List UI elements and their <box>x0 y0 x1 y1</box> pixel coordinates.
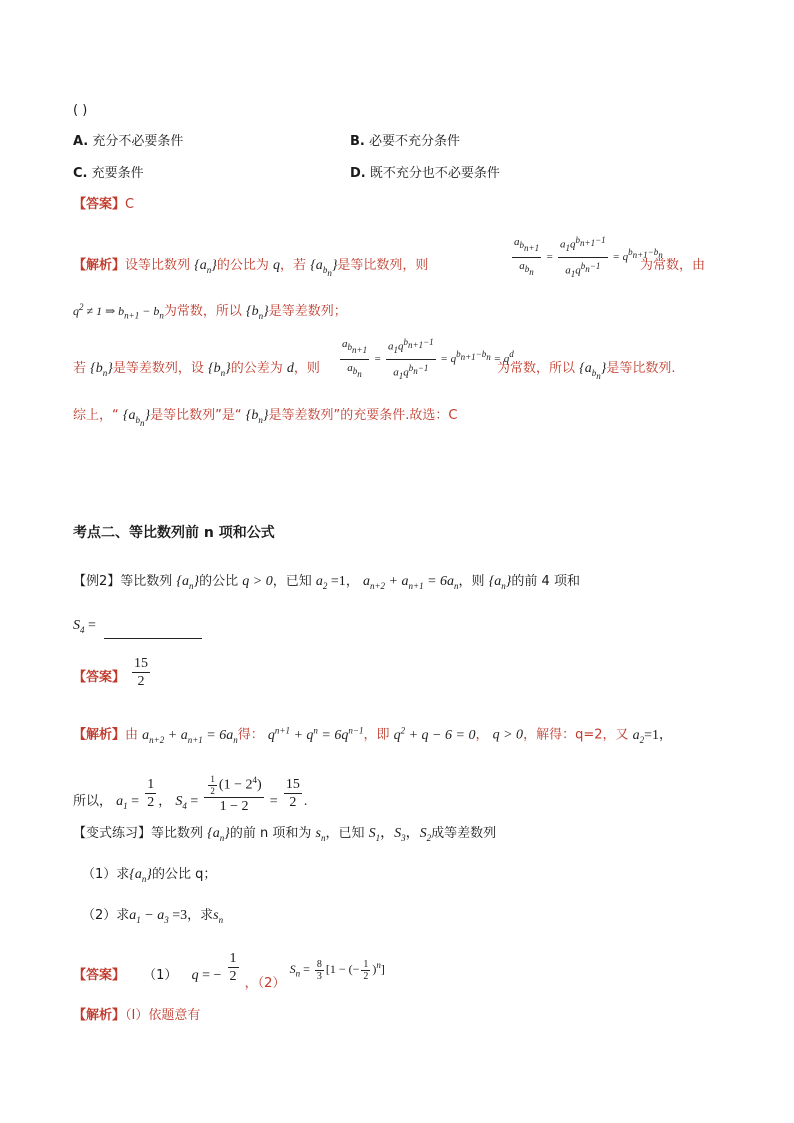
option-letter: D. <box>350 166 366 181</box>
math-recurrence: $a_{n+2} + a_{n+1} = 6a_n$ <box>362 574 459 591</box>
variant-text: 成等差数列 <box>431 826 497 841</box>
solution-text: ，即 <box>363 727 390 743</box>
math-q: q = − <box>191 968 222 983</box>
period: . <box>303 793 308 809</box>
math-seq-b: $\{b_n\}$ <box>245 304 269 321</box>
question-text: （2）求 <box>82 908 130 923</box>
example-2 <box>73 573 580 595</box>
solution-text: 是等比数列，则 <box>337 258 429 273</box>
example-text: 的前 4 项和 <box>511 574 580 589</box>
variant-text: ，已知 <box>325 826 365 841</box>
math-d: d <box>286 361 294 376</box>
solution-text: 是等差数列”的充要条件.故选：C <box>268 408 458 423</box>
math-seq-a: $\{a_n\}$ <box>194 258 217 275</box>
math-sn-formula: $S_n$ = $\frac{8}{3}$ [1 − (− $\frac{1}{2}$ )$^n$] <box>289 958 385 982</box>
answer-value: C <box>125 197 135 212</box>
solution-text: 的公差为 <box>230 361 283 376</box>
answer-part: （1） <box>143 968 178 983</box>
solution-text: ，则 <box>293 361 320 376</box>
answer-1 <box>73 196 134 214</box>
math-s4: $S_4$ = <box>73 618 96 635</box>
math-recurrence: $a_{n+2} + a_{n+1} = 6a_n$ <box>142 727 238 745</box>
solution-text: ，解得：q=2，又 <box>523 727 629 743</box>
solution-3 <box>73 1007 200 1025</box>
math-half: $\frac{1}{2}$ <box>229 951 237 984</box>
math-seq-abn: $\{a_{b_n}\}$ <box>122 408 151 428</box>
option-d <box>350 165 500 183</box>
solution-text: 若 <box>73 361 87 376</box>
math-half: $\frac{1}{2}$ <box>147 776 155 810</box>
math-quadratic: $q^2 + q - 6 = 0$ <box>393 725 476 743</box>
math-equals: = <box>269 793 278 809</box>
option-letter: B. <box>350 134 365 149</box>
math-q-equation: $q^{n+1} + q^n = 6q^{n-1}$ <box>267 725 364 743</box>
solution-text: 为常数，所以 <box>497 361 576 376</box>
example-text: ， <box>345 574 359 589</box>
solution-text: 由 <box>125 727 139 743</box>
option-text: 必要不充分条件 <box>369 134 461 149</box>
solution-text: 是等差数列，设 <box>112 361 204 376</box>
s4-blank-line <box>73 617 202 639</box>
option-text: 充分不必要条件 <box>92 134 184 149</box>
solution-2-line-2 <box>73 766 308 814</box>
option-b <box>350 133 460 151</box>
solution-text: 设等比数列 <box>125 258 191 273</box>
option-text: 既不充分也不必要条件 <box>369 166 500 181</box>
fraction-denominator: 2 <box>137 674 145 689</box>
math-seq-a: $\{a_n\}$ <box>207 826 230 843</box>
math-seq-a: $\{a_n\}$ <box>488 574 512 591</box>
solution-text: 为常数，所以 <box>163 304 242 319</box>
variant-question-2 <box>82 907 223 929</box>
math-seq-abn: $\{a_{b_n}\}$ <box>579 361 607 381</box>
solution-label: 【解析】 <box>73 1008 126 1023</box>
math-a1-minus-a3: $a_1 - a_3 =3$ <box>129 908 188 925</box>
answer-2-label <box>73 669 125 687</box>
question-text: （1）求 <box>82 867 130 882</box>
option-letter: C. <box>73 166 88 181</box>
solution-text: 所以， <box>73 793 113 809</box>
answer-label: 【答案】 <box>73 670 126 685</box>
solution-2-line-1 <box>73 721 672 748</box>
option-letter: A. <box>73 134 89 149</box>
option-c <box>73 165 144 183</box>
example-text: ，则 <box>458 574 485 589</box>
answer-2-fraction <box>130 655 152 690</box>
formula-ratio-1: $\frac{a_{b_{n+1}}}{a_{b_n}}$ = $\frac{a_1q^{b_{n+1}-1}}{a_1q^{b_n-1}}$ = $q^{b_{n+1}-b_n}$ <box>510 232 663 283</box>
solution-text: ， <box>475 727 489 743</box>
math-implication: $q^2 \ne 1$ ⇒ $b_{n+1} - b_n$ <box>73 302 164 321</box>
math-seq-abn: $\{a_{b_n}\}$ <box>310 258 338 278</box>
math-a2: $a_2=1$ <box>632 727 660 745</box>
solution-1-line-4 <box>73 407 457 432</box>
option-text: 充要条件 <box>91 166 144 181</box>
solution-1-line-1 <box>73 257 428 282</box>
fraction-numerator: 15 <box>134 656 148 671</box>
question-text: ，求 <box>187 908 214 923</box>
question-text: 的公比 q； <box>152 867 217 882</box>
answer-blank <box>104 625 202 639</box>
solution-1-tail-2 <box>497 360 676 385</box>
answer-part: ，（2） <box>244 976 286 991</box>
math-q-positive: q > 0 <box>242 574 273 589</box>
solution-1-line-2 <box>73 298 347 325</box>
math-a1: $a_1$ = <box>116 793 140 811</box>
solution-text: 是等差数列； <box>268 304 347 319</box>
math-q: q <box>273 258 281 273</box>
variant-question-1 <box>82 866 216 888</box>
formula-ratio-2: $\frac{a_{b_{n+1}}}{a_{b_n}}$ = $\frac{a_1q^{b_{n+1}-1}}{a_1q^{b_n-1}}$ = $q^{b_{n+1}-b_n} = q^d$ <box>338 334 514 385</box>
math-s4: $S_4$ = <box>175 793 199 811</box>
section-heading: 考点二、等比数列前 n 项和公式 <box>73 525 275 541</box>
option-a <box>73 133 183 151</box>
variant-text: 的前 n 项和为 <box>229 826 312 841</box>
answer-label: 【答案】 <box>73 968 126 983</box>
math-a2: $a_2 =1$ <box>315 574 346 591</box>
solution-text: ， <box>158 793 172 809</box>
answer-3 <box>73 942 385 991</box>
math-seq-a: $\{a_n\}$ <box>176 574 200 591</box>
math-q-positive: q > 0 <box>492 727 524 743</box>
solution-text: （Ⅰ）依题意有 <box>125 1008 201 1023</box>
solution-text: 是等比数列”是“ <box>150 408 242 423</box>
question-paren: ( ) <box>73 103 88 118</box>
variant-text: 【变式练习】等比数列 <box>73 826 204 841</box>
solution-text: 得： <box>237 727 264 743</box>
variant-exercise <box>73 825 496 847</box>
example-text: 的公比 <box>199 574 239 589</box>
math-sn: $s_n$ <box>213 908 224 925</box>
math-s4-formula: $\frac{1}{2}$ $(1 - 2^4)$ 1 − 2 <box>204 772 263 815</box>
solution-text: 是等比数列. <box>606 361 676 376</box>
example-text: 【例2】等比数列 <box>73 574 173 589</box>
answer-label: 【答案】 <box>73 197 126 212</box>
math-seq-a: $\{a_n\}$ <box>129 867 152 884</box>
solution-label: 【解析】 <box>73 258 126 273</box>
solution-text: 的公比为 <box>216 258 269 273</box>
solution-label: 【解析】 <box>73 727 126 743</box>
math-seq-b: $\{b_n\}$ <box>208 361 231 378</box>
example-text: ，已知 <box>272 574 312 589</box>
math-s1-s3-s2: $S_1$，$S_3$，$S_2$ <box>368 826 432 843</box>
comma: ， <box>659 727 673 743</box>
solution-text: ，若 <box>280 258 307 273</box>
math-seq-b: $\{b_n\}$ <box>245 408 269 425</box>
solution-text: 综上，“ <box>73 408 119 423</box>
solution-1-line-3 <box>73 360 320 382</box>
math-sn: $s_n$ <box>315 826 326 843</box>
math-seq-b: $\{b_n\}$ <box>90 361 113 378</box>
solution-1-tail: 为常数，由 <box>640 258 706 273</box>
math-result: $\frac{15}{2}$ <box>285 776 300 810</box>
